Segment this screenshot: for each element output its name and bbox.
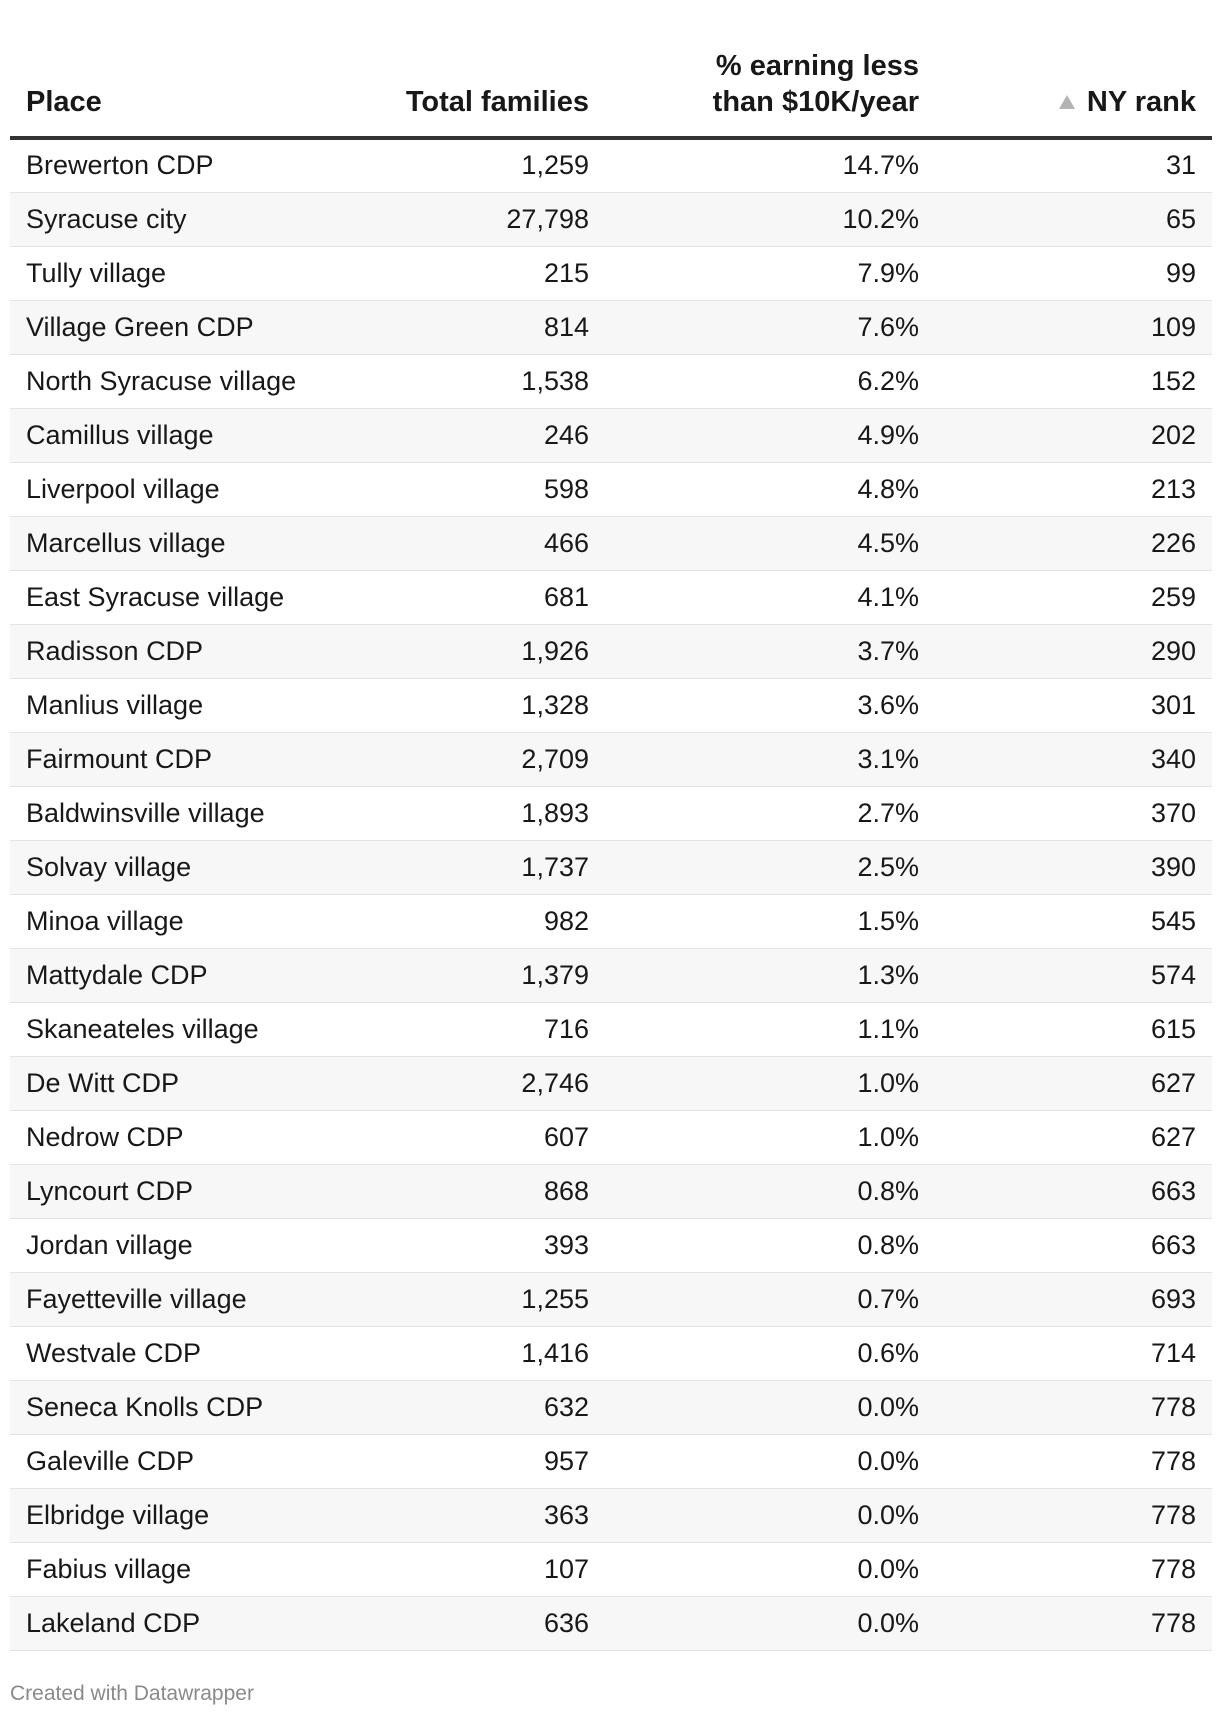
cell-place: Minoa village [10,894,340,948]
cell-pct-under-10k: 0.0% [605,1488,935,1542]
table-row [10,894,1212,948]
column-header-pct-line2: than $10K/year [712,86,919,118]
cell-total-families: 363 [340,1488,605,1542]
column-header-ny-rank[interactable] [935,40,1212,138]
table-row [10,1218,1212,1272]
cell-ny-rank: 301 [935,678,1212,732]
table-row [10,1326,1212,1380]
table-row [10,462,1212,516]
cell-pct-under-10k: 0.7% [605,1272,935,1326]
cell-pct-under-10k: 4.5% [605,516,935,570]
column-header-pct-under-10k[interactable] [605,40,935,138]
column-header-total-families-label: Total families [405,86,589,118]
cell-pct-under-10k: 0.0% [605,1380,935,1434]
cell-ny-rank: 370 [935,786,1212,840]
table-row [10,516,1212,570]
cell-place: Brewerton CDP [10,138,340,192]
cell-pct-under-10k: 1.1% [605,1002,935,1056]
cell-total-families: 246 [340,408,605,462]
table-row [10,408,1212,462]
cell-place: Marcellus village [10,516,340,570]
cell-ny-rank: 574 [935,948,1212,1002]
table-row [10,1488,1212,1542]
cell-ny-rank: 340 [935,732,1212,786]
cell-total-families: 1,893 [340,786,605,840]
cell-place: Elbridge village [10,1488,340,1542]
cell-total-families: 1,259 [340,138,605,192]
cell-place: De Witt CDP [10,1056,340,1110]
column-header-total-families[interactable] [340,40,605,138]
cell-place: Lakeland CDP [10,1596,340,1650]
cell-pct-under-10k: 0.0% [605,1434,935,1488]
data-table [10,40,1212,1651]
cell-ny-rank: 545 [935,894,1212,948]
table-row [10,1056,1212,1110]
cell-pct-under-10k: 14.7% [605,138,935,192]
cell-ny-rank: 390 [935,840,1212,894]
column-header-place-label: Place [26,86,102,118]
cell-ny-rank: 259 [935,570,1212,624]
cell-place: Tully village [10,246,340,300]
cell-pct-under-10k: 0.8% [605,1164,935,1218]
cell-place: Galeville CDP [10,1434,340,1488]
cell-total-families: 814 [340,300,605,354]
cell-ny-rank: 202 [935,408,1212,462]
cell-total-families: 466 [340,516,605,570]
table-row [10,1542,1212,1596]
column-header-pct-line1: % earning less [715,50,919,82]
cell-place: Westvale CDP [10,1326,340,1380]
cell-total-families: 1,328 [340,678,605,732]
cell-pct-under-10k: 2.5% [605,840,935,894]
cell-total-families: 607 [340,1110,605,1164]
cell-pct-under-10k: 1.0% [605,1110,935,1164]
cell-ny-rank: 290 [935,624,1212,678]
cell-total-families: 1,379 [340,948,605,1002]
cell-ny-rank: 778 [935,1596,1212,1650]
cell-place: Skaneateles village [10,1002,340,1056]
cell-pct-under-10k: 3.1% [605,732,935,786]
cell-total-families: 982 [340,894,605,948]
cell-ny-rank: 778 [935,1488,1212,1542]
cell-pct-under-10k: 3.7% [605,624,935,678]
column-header-place[interactable] [10,40,340,138]
table-row [10,732,1212,786]
cell-total-families: 27,798 [340,192,605,246]
cell-ny-rank: 663 [935,1218,1212,1272]
table-row [10,1380,1212,1434]
cell-ny-rank: 65 [935,192,1212,246]
cell-pct-under-10k: 6.2% [605,354,935,408]
cell-total-families: 681 [340,570,605,624]
cell-place: Manlius village [10,678,340,732]
cell-total-families: 1,926 [340,624,605,678]
cell-place: Village Green CDP [10,300,340,354]
cell-place: Fairmount CDP [10,732,340,786]
cell-ny-rank: 627 [935,1056,1212,1110]
cell-pct-under-10k: 4.1% [605,570,935,624]
cell-place: Seneca Knolls CDP [10,1380,340,1434]
table-row [10,948,1212,1002]
cell-total-families: 1,737 [340,840,605,894]
cell-place: Jordan village [10,1218,340,1272]
cell-total-families: 1,538 [340,354,605,408]
cell-place: Liverpool village [10,462,340,516]
table-row [10,192,1212,246]
cell-place: Camillus village [10,408,340,462]
table-row [10,354,1212,408]
cell-place: Mattydale CDP [10,948,340,1002]
cell-pct-under-10k: 7.6% [605,300,935,354]
cell-pct-under-10k: 1.5% [605,894,935,948]
cell-pct-under-10k: 0.8% [605,1218,935,1272]
table-row [10,1164,1212,1218]
cell-ny-rank: 663 [935,1164,1212,1218]
cell-total-families: 2,746 [340,1056,605,1110]
cell-total-families: 868 [340,1164,605,1218]
sort-ascending-icon [1059,95,1075,109]
cell-total-families: 1,255 [340,1272,605,1326]
cell-pct-under-10k: 0.0% [605,1596,935,1650]
cell-ny-rank: 778 [935,1434,1212,1488]
cell-total-families: 215 [340,246,605,300]
cell-place: Baldwinsville village [10,786,340,840]
cell-ny-rank: 213 [935,462,1212,516]
cell-total-families: 632 [340,1380,605,1434]
table-row [10,786,1212,840]
table-row [10,300,1212,354]
cell-total-families: 393 [340,1218,605,1272]
table-row [10,678,1212,732]
cell-total-families: 2,709 [340,732,605,786]
table-body [10,138,1212,1650]
cell-place: Radisson CDP [10,624,340,678]
cell-ny-rank: 31 [935,138,1212,192]
cell-place: Fayetteville village [10,1272,340,1326]
cell-pct-under-10k: 1.3% [605,948,935,1002]
cell-ny-rank: 615 [935,1002,1212,1056]
cell-total-families: 636 [340,1596,605,1650]
cell-place: Solvay village [10,840,340,894]
cell-place: Fabius village [10,1542,340,1596]
cell-pct-under-10k: 1.0% [605,1056,935,1110]
cell-total-families: 598 [340,462,605,516]
cell-total-families: 1,416 [340,1326,605,1380]
column-header-ny-rank-label: NY rank [1086,86,1196,118]
table-row [10,1002,1212,1056]
cell-place: East Syracuse village [10,570,340,624]
cell-place: Syracuse city [10,192,340,246]
cell-ny-rank: 109 [935,300,1212,354]
cell-pct-under-10k: 0.6% [605,1326,935,1380]
cell-total-families: 716 [340,1002,605,1056]
cell-place: Lyncourt CDP [10,1164,340,1218]
cell-ny-rank: 152 [935,354,1212,408]
cell-place: North Syracuse village [10,354,340,408]
cell-ny-rank: 226 [935,516,1212,570]
cell-pct-under-10k: 4.8% [605,462,935,516]
cell-ny-rank: 99 [935,246,1212,300]
cell-pct-under-10k: 4.9% [605,408,935,462]
header-row [10,40,1212,138]
table-row [10,840,1212,894]
cell-place: Nedrow CDP [10,1110,340,1164]
datawrapper-credit: Created with Datawrapper [10,1682,254,1705]
table-row [10,1434,1212,1488]
cell-pct-under-10k: 2.7% [605,786,935,840]
cell-ny-rank: 627 [935,1110,1212,1164]
table-row [10,570,1212,624]
table-row [10,1596,1212,1650]
cell-pct-under-10k: 3.6% [605,678,935,732]
table-row [10,1272,1212,1326]
cell-pct-under-10k: 0.0% [605,1542,935,1596]
cell-ny-rank: 778 [935,1542,1212,1596]
cell-ny-rank: 714 [935,1326,1212,1380]
table-row [10,1110,1212,1164]
table-row [10,138,1212,192]
cell-pct-under-10k: 7.9% [605,246,935,300]
cell-pct-under-10k: 10.2% [605,192,935,246]
table-row [10,624,1212,678]
cell-total-families: 957 [340,1434,605,1488]
cell-ny-rank: 693 [935,1272,1212,1326]
table-header [10,40,1212,138]
table-row [10,246,1212,300]
cell-ny-rank: 778 [935,1380,1212,1434]
cell-total-families: 107 [340,1542,605,1596]
